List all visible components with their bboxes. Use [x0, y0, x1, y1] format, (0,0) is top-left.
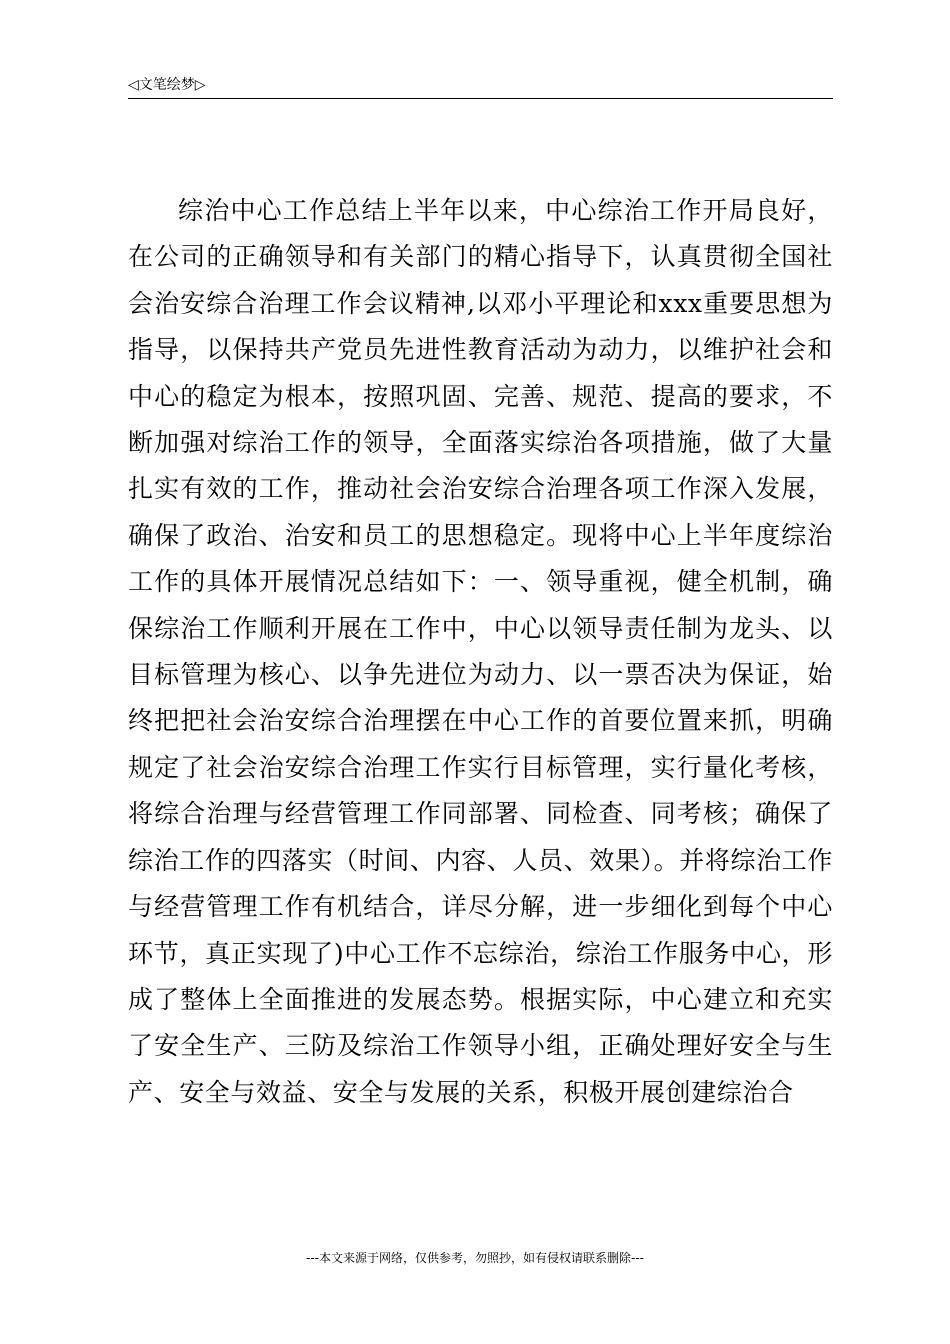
- document-body-text: 综治中心工作总结上半年以来，中心综治工作开局良好，在公司的正确领导和有关部门的精心指导下，认真贯彻全国社会治安综合治理工作会议精神,以邓小平理论和xxx重要思想为指导，以保持共产党员先进性教育活动为动力，以维护社会和中心的稳定为根本，按照巩固、完善、规范、提高的要求，不断加强对综治工作的领导，全面落实综治各项措施，做了大量扎实有效的工作，推动社会治安综合治理各项工作深入发展，确保了政治、治安和员工的思想稳定。现将中心上半年度综治工作的具体开展情况总结如下：一、领导重视，健全机制，确保综治工作顺利开展在工作中，中心以领导责任制为龙头、以目标管理为核心、以争先进位为动力、以一票否决为保证，始终把把社会治安综合治理摆在中心工作的首要位置来抓，明确规定了社会治安综合治理工作实行目标管理，实行量化考核，将综合治理与经营管理工作同部署、同检查、同考核；确保了综治工作的四落实（时间、内容、人员、效果）。并将综治工作与经营管理工作有机结合，详尽分解，进一步细化到每个中心环节，真正实现了)中心工作不忘综治，综治工作服务中心，形成了整体上全面推进的发展态势。根据实际，中心建立和充实了安全生产、三防及综治工作领导小组，正确处理好安全与生产、安全与效益、安全与发展的关系，积极开展创建综治合: [128, 196, 833, 1107]
- page-header: [128, 76, 833, 99]
- header-label: ◁文笔绘梦▷: [128, 77, 206, 93]
- footer-disclaimer: ---本文来源于网络，仅供参考，勿照抄，如有侵权请联系删除---: [306, 1251, 644, 1265]
